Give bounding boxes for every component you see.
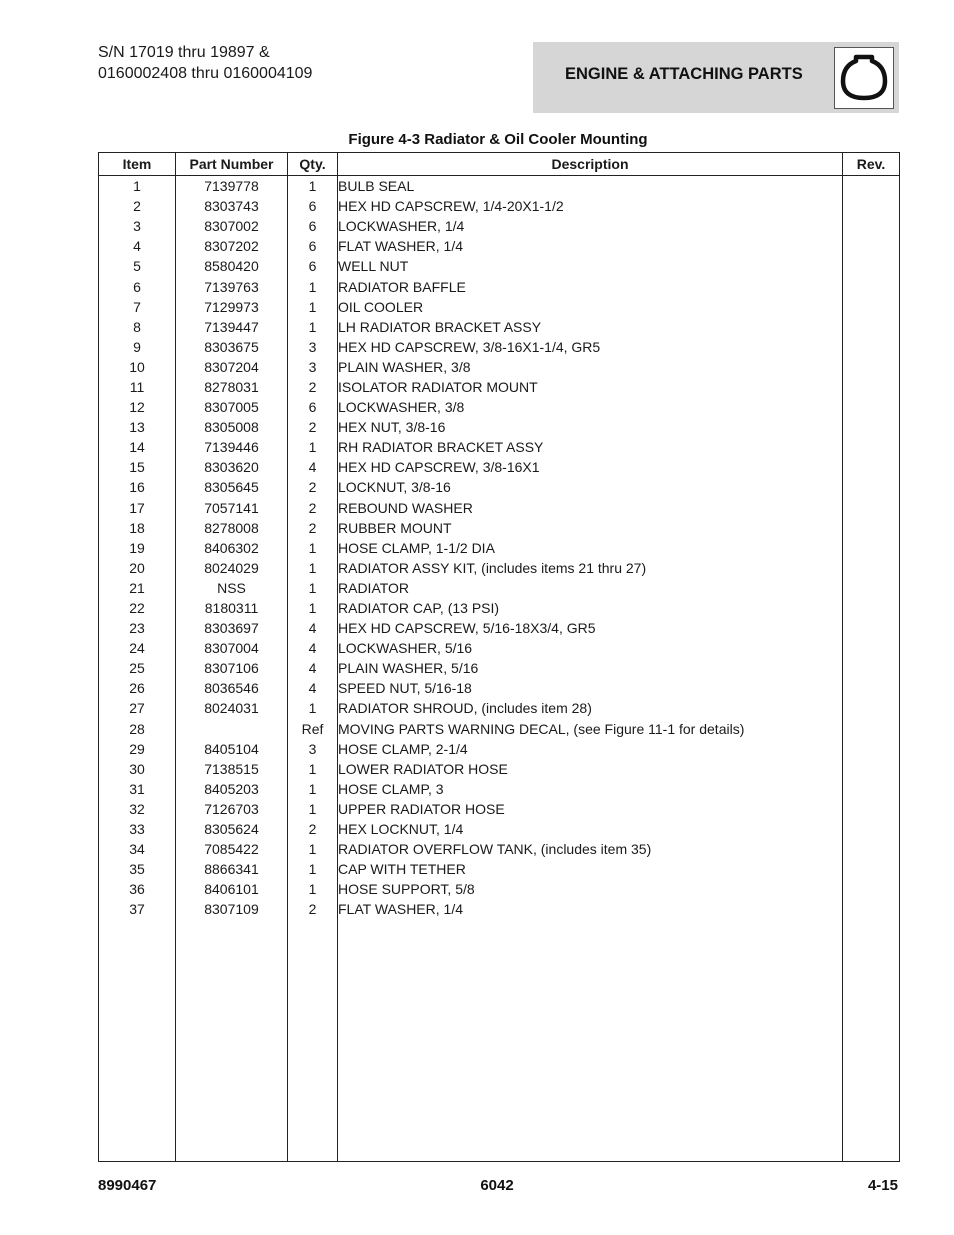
quantity: 3 — [288, 337, 338, 357]
revision — [843, 879, 900, 899]
revision — [843, 276, 900, 296]
description: CAP WITH TETHER — [338, 859, 843, 879]
revision — [843, 337, 900, 357]
part-number: 8406302 — [176, 538, 288, 558]
table-row — [99, 799, 900, 819]
description: RADIATOR BAFFLE — [338, 276, 843, 296]
part-number: 7139447 — [176, 317, 288, 337]
revision — [843, 216, 900, 236]
quantity: 1 — [288, 799, 338, 819]
part-number: 7126703 — [176, 799, 288, 819]
column-header-part-number: Part Number — [176, 153, 288, 176]
table-filler-row — [99, 919, 900, 1161]
quantity: 6 — [288, 196, 338, 216]
quantity: 1 — [288, 317, 338, 337]
part-number: 8303675 — [176, 337, 288, 357]
quantity: 6 — [288, 397, 338, 417]
revision — [843, 618, 900, 638]
description: UPPER RADIATOR HOSE — [338, 799, 843, 819]
column-header-description: Description — [338, 153, 843, 176]
item-number: 8 — [99, 317, 176, 337]
description: RADIATOR — [338, 578, 843, 598]
part-number: 8405203 — [176, 779, 288, 799]
description: PLAIN WASHER, 3/8 — [338, 357, 843, 377]
item-number: 33 — [99, 819, 176, 839]
item-number: 37 — [99, 899, 176, 919]
table-row — [99, 558, 900, 578]
revision — [843, 819, 900, 839]
quantity: 1 — [288, 879, 338, 899]
column-header-qty: Qty. — [288, 153, 338, 176]
revision — [843, 678, 900, 698]
quantity: 3 — [288, 357, 338, 377]
description: RADIATOR SHROUD, (includes item 28) — [338, 698, 843, 718]
serial-range — [98, 42, 312, 84]
part-number: 8406101 — [176, 879, 288, 899]
table-row — [99, 658, 900, 678]
part-number: 8307002 — [176, 216, 288, 236]
table-row — [99, 839, 900, 859]
part-number: 7139446 — [176, 437, 288, 457]
item-number: 12 — [99, 397, 176, 417]
description: RUBBER MOUNT — [338, 518, 843, 538]
revision — [843, 658, 900, 678]
part-number: 8580420 — [176, 256, 288, 276]
quantity: Ref — [288, 719, 338, 739]
parts-table — [98, 152, 900, 1162]
description: ISOLATOR RADIATOR MOUNT — [338, 377, 843, 397]
quantity: 2 — [288, 477, 338, 497]
item-number: 1 — [99, 176, 176, 197]
revision — [843, 598, 900, 618]
engine-icon — [834, 47, 894, 109]
revision — [843, 377, 900, 397]
item-number: 13 — [99, 417, 176, 437]
description: FLAT WASHER, 1/4 — [338, 236, 843, 256]
revision — [843, 297, 900, 317]
item-number: 22 — [99, 598, 176, 618]
item-number: 9 — [99, 337, 176, 357]
table-row — [99, 196, 900, 216]
description: HOSE CLAMP, 3 — [338, 779, 843, 799]
description: HOSE CLAMP, 1-1/2 DIA — [338, 538, 843, 558]
quantity: 1 — [288, 698, 338, 718]
part-number: 7139778 — [176, 176, 288, 197]
description: RH RADIATOR BRACKET ASSY — [338, 437, 843, 457]
quantity: 4 — [288, 638, 338, 658]
part-number: 8305624 — [176, 819, 288, 839]
revision — [843, 839, 900, 859]
part-number: 8866341 — [176, 859, 288, 879]
quantity: 4 — [288, 678, 338, 698]
part-number: 7057141 — [176, 498, 288, 518]
quantity: 2 — [288, 417, 338, 437]
item-number: 29 — [99, 739, 176, 759]
revision — [843, 518, 900, 538]
item-number: 16 — [99, 477, 176, 497]
revision — [843, 558, 900, 578]
item-number: 17 — [99, 498, 176, 518]
description: RADIATOR OVERFLOW TANK, (includes item 35) — [338, 839, 843, 859]
table-row — [99, 899, 900, 919]
description: HEX LOCKNUT, 1/4 — [338, 819, 843, 839]
table-row — [99, 176, 900, 197]
serial-line-1: S/N 17019 thru 19897 & — [98, 44, 270, 61]
table-row — [99, 759, 900, 779]
part-number: 8307109 — [176, 899, 288, 919]
description: HEX HD CAPSCREW, 1/4-20X1-1/2 — [338, 196, 843, 216]
column-header-rev: Rev. — [843, 153, 900, 176]
revision — [843, 538, 900, 558]
description: RADIATOR CAP, (13 PSI) — [338, 598, 843, 618]
part-number: 7139763 — [176, 276, 288, 296]
item-number: 30 — [99, 759, 176, 779]
part-number: 8303697 — [176, 618, 288, 638]
description: LH RADIATOR BRACKET ASSY — [338, 317, 843, 337]
table-row — [99, 256, 900, 276]
quantity: 4 — [288, 457, 338, 477]
quantity: 1 — [288, 538, 338, 558]
quantity: 1 — [288, 859, 338, 879]
part-number: 8305008 — [176, 417, 288, 437]
revision — [843, 236, 900, 256]
description: HEX HD CAPSCREW, 3/8-16X1 — [338, 457, 843, 477]
quantity: 4 — [288, 658, 338, 678]
item-number: 19 — [99, 538, 176, 558]
part-number: 8307204 — [176, 357, 288, 377]
description: OIL COOLER — [338, 297, 843, 317]
footer-document-number: 8990467 — [98, 1177, 157, 1194]
quantity: 6 — [288, 216, 338, 236]
revision — [843, 638, 900, 658]
item-number: 24 — [99, 638, 176, 658]
revision — [843, 397, 900, 417]
part-number: 7085422 — [176, 839, 288, 859]
item-number: 32 — [99, 799, 176, 819]
item-number: 27 — [99, 698, 176, 718]
description: HOSE SUPPORT, 5/8 — [338, 879, 843, 899]
table-row — [99, 598, 900, 618]
quantity: 2 — [288, 518, 338, 538]
quantity: 1 — [288, 779, 338, 799]
table-row — [99, 357, 900, 377]
part-number: 8024031 — [176, 698, 288, 718]
table-row — [99, 417, 900, 437]
item-number: 3 — [99, 216, 176, 236]
item-number: 34 — [99, 839, 176, 859]
revision — [843, 859, 900, 879]
description: HOSE CLAMP, 2-1/4 — [338, 739, 843, 759]
column-header-item: Item — [99, 153, 176, 176]
part-number: 8278031 — [176, 377, 288, 397]
part-number: 8278008 — [176, 518, 288, 538]
description: RADIATOR ASSY KIT, (includes items 21 thru 27) — [338, 558, 843, 578]
revision — [843, 578, 900, 598]
parts-table-body — [99, 176, 900, 1162]
part-number — [176, 719, 288, 739]
part-number: 7129973 — [176, 297, 288, 317]
quantity: 2 — [288, 819, 338, 839]
quantity: 1 — [288, 558, 338, 578]
section-header — [533, 42, 899, 113]
item-number: 18 — [99, 518, 176, 538]
quantity: 3 — [288, 739, 338, 759]
description: BULB SEAL — [338, 176, 843, 197]
table-header-row — [99, 153, 900, 176]
quantity: 1 — [288, 578, 338, 598]
revision — [843, 437, 900, 457]
revision — [843, 779, 900, 799]
item-number: 2 — [99, 196, 176, 216]
description: PLAIN WASHER, 5/16 — [338, 658, 843, 678]
quantity: 6 — [288, 256, 338, 276]
part-number: 8307106 — [176, 658, 288, 678]
figure-title: Figure 4-3 Radiator & Oil Cooler Mounting — [348, 131, 648, 148]
quantity: 1 — [288, 276, 338, 296]
revision — [843, 357, 900, 377]
quantity: 2 — [288, 377, 338, 397]
quantity: 1 — [288, 297, 338, 317]
table-row — [99, 618, 900, 638]
description: LOCKWASHER, 3/8 — [338, 397, 843, 417]
revision — [843, 498, 900, 518]
quantity: 1 — [288, 437, 338, 457]
part-number: 8405104 — [176, 739, 288, 759]
description: HEX NUT, 3/8-16 — [338, 417, 843, 437]
quantity: 1 — [288, 598, 338, 618]
table-row — [99, 498, 900, 518]
table-row — [99, 276, 900, 296]
table-row — [99, 719, 900, 739]
quantity: 1 — [288, 839, 338, 859]
revision — [843, 417, 900, 437]
revision — [843, 457, 900, 477]
table-row — [99, 457, 900, 477]
part-number: 8024029 — [176, 558, 288, 578]
table-row — [99, 297, 900, 317]
part-number: 8305645 — [176, 477, 288, 497]
part-number: NSS — [176, 578, 288, 598]
table-row — [99, 819, 900, 839]
part-number: 8303743 — [176, 196, 288, 216]
table-row — [99, 698, 900, 718]
item-number: 10 — [99, 357, 176, 377]
item-number: 7 — [99, 297, 176, 317]
part-number: 8307004 — [176, 638, 288, 658]
quantity: 2 — [288, 498, 338, 518]
quantity: 4 — [288, 618, 338, 638]
description: LOCKNUT, 3/8-16 — [338, 477, 843, 497]
part-number: 8303620 — [176, 457, 288, 477]
table-row — [99, 377, 900, 397]
item-number: 31 — [99, 779, 176, 799]
revision — [843, 899, 900, 919]
description: WELL NUT — [338, 256, 843, 276]
table-row — [99, 337, 900, 357]
quantity: 6 — [288, 236, 338, 256]
serial-line-2: 0160002408 thru 0160004109 — [98, 65, 313, 82]
revision — [843, 196, 900, 216]
description: SPEED NUT, 5/16-18 — [338, 678, 843, 698]
description: LOCKWASHER, 5/16 — [338, 638, 843, 658]
revision — [843, 317, 900, 337]
item-number: 6 — [99, 276, 176, 296]
item-number: 15 — [99, 457, 176, 477]
table-row — [99, 477, 900, 497]
item-number: 4 — [99, 236, 176, 256]
description: LOWER RADIATOR HOSE — [338, 759, 843, 779]
item-number: 20 — [99, 558, 176, 578]
table-row — [99, 437, 900, 457]
table-row — [99, 236, 900, 256]
item-number: 23 — [99, 618, 176, 638]
revision — [843, 739, 900, 759]
item-number: 28 — [99, 719, 176, 739]
table-row — [99, 739, 900, 759]
item-number: 25 — [99, 658, 176, 678]
item-number: 21 — [99, 578, 176, 598]
item-number: 26 — [99, 678, 176, 698]
quantity: 2 — [288, 899, 338, 919]
table-row — [99, 879, 900, 899]
description: REBOUND WASHER — [338, 498, 843, 518]
quantity: 1 — [288, 759, 338, 779]
revision — [843, 256, 900, 276]
part-number: 8307005 — [176, 397, 288, 417]
table-row — [99, 317, 900, 337]
table-row — [99, 859, 900, 879]
description: FLAT WASHER, 1/4 — [338, 899, 843, 919]
description: MOVING PARTS WARNING DECAL, (see Figure 11-1 for details) — [338, 719, 843, 739]
part-number: 8307202 — [176, 236, 288, 256]
table-row — [99, 518, 900, 538]
item-number: 5 — [99, 256, 176, 276]
description: HEX HD CAPSCREW, 3/8-16X1-1/4, GR5 — [338, 337, 843, 357]
item-number: 36 — [99, 879, 176, 899]
description: HEX HD CAPSCREW, 5/16-18X3/4, GR5 — [338, 618, 843, 638]
footer-page-number: 4-15 — [867, 1177, 898, 1194]
revision — [843, 719, 900, 739]
item-number: 11 — [99, 377, 176, 397]
revision — [843, 759, 900, 779]
description: LOCKWASHER, 1/4 — [338, 216, 843, 236]
part-number: 8180311 — [176, 598, 288, 618]
revision — [843, 698, 900, 718]
revision — [843, 799, 900, 819]
table-row — [99, 678, 900, 698]
quantity: 1 — [288, 176, 338, 197]
footer-model-number: 6042 — [480, 1177, 514, 1194]
item-number: 35 — [99, 859, 176, 879]
table-row — [99, 538, 900, 558]
table-row — [99, 779, 900, 799]
revision — [843, 176, 900, 197]
section-title: ENGINE & ATTACHING PARTS — [565, 65, 803, 83]
part-number: 8036546 — [176, 678, 288, 698]
revision — [843, 477, 900, 497]
table-row — [99, 578, 900, 598]
table-row — [99, 397, 900, 417]
part-number: 7138515 — [176, 759, 288, 779]
table-row — [99, 638, 900, 658]
table-row — [99, 216, 900, 236]
item-number: 14 — [99, 437, 176, 457]
